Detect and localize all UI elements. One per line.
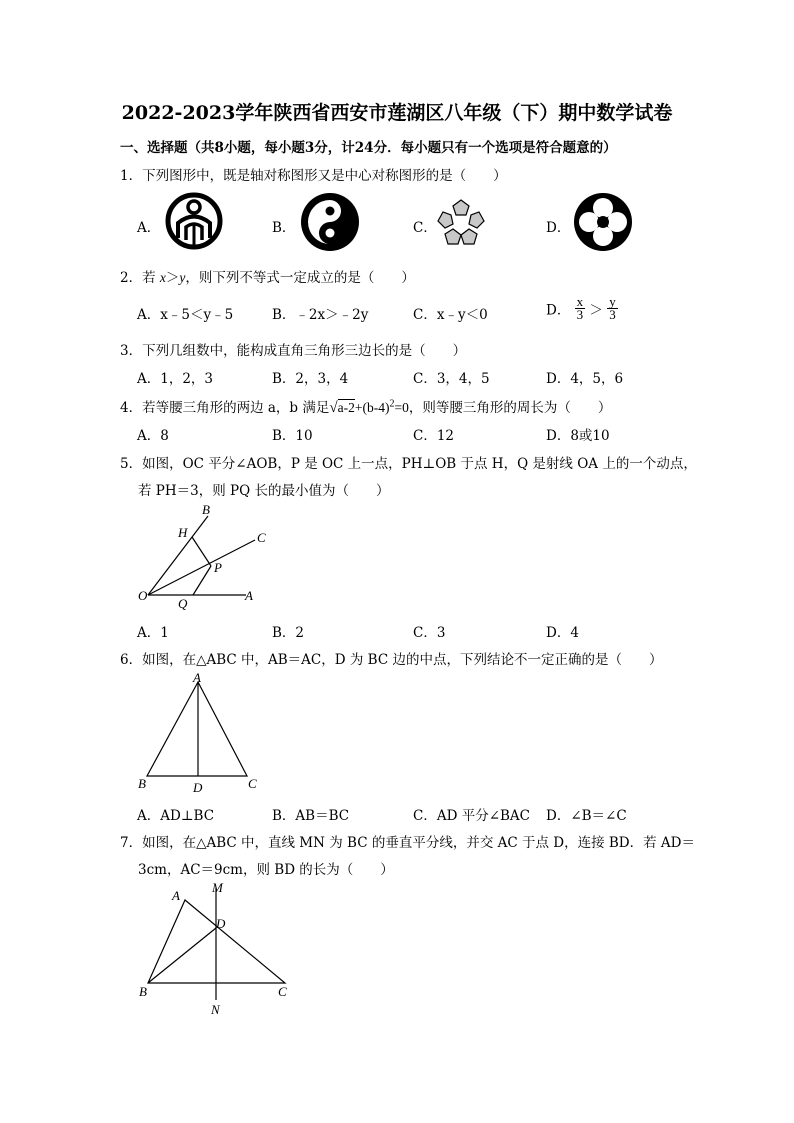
q7-label-d: D — [216, 916, 226, 931]
q4-option-c: C．12 — [413, 428, 455, 444]
q5-option-b: B．2 — [272, 625, 305, 641]
section-heading: 一、选择题（共8小题，每小题3分，计24分．每小题只有一个选项是符合题意的） — [120, 140, 617, 156]
q4-option-d: D．8或10 — [546, 428, 610, 444]
q6-option-d: D．∠B＝∠C — [546, 808, 627, 824]
symbol-c-pentagons-icon — [436, 198, 486, 246]
q3-option-b: B．2，3，4 — [272, 371, 349, 387]
q4-option-b: B．10 — [272, 428, 313, 444]
q7-triangle-figure — [130, 878, 300, 1018]
q5-angle-figure — [130, 500, 270, 612]
q5-label-b: B — [202, 502, 210, 517]
q1-option-c-label: C． — [413, 220, 437, 236]
question-7-stem-line1: 7．如图，在△ABC 中，直线 MN 为 BC 的垂直平分线，并交 AC 于点 D，连接 BD．若 AD＝ — [120, 835, 695, 851]
q6-option-c: C．AD 平分∠BAC — [413, 808, 531, 824]
q6-label-d: D — [193, 780, 203, 795]
question-3-stem: 3．下列几组数中，能构成直角三角形三边长的是（ ） — [120, 343, 467, 359]
q3-option-c: C．3，4，5 — [413, 371, 490, 387]
q5-option-c: C．3 — [413, 625, 446, 641]
q2-option-d: D． $\frac{x}{3}$ ＞ $\frac{y}{3}$ — [546, 294, 616, 322]
q5-label-o: O — [138, 588, 148, 603]
question-7-stem-line2: 3cm，AC＝9cm，则 BD 的长为（ ） — [138, 862, 394, 878]
question-5-stem-line2: 若 PH＝3，则 PQ 长的最小值为（ ） — [138, 483, 390, 499]
question-4-stem: 4．若等腰三角形的两边 a，b 满足$√a-2+(b-4)^2=0$，则等腰三角形的周长为（ ） — [120, 398, 612, 416]
q5-label-h: H — [178, 525, 188, 540]
q7-label-a: A — [172, 888, 180, 903]
q5-label-q: Q — [178, 596, 188, 611]
q5-option-a: A．1 — [137, 625, 169, 641]
question-2-stem: 2．若 x＞y，则下列不等式一定成立的是（ ） — [120, 270, 415, 286]
q6-triangle-figure — [130, 668, 270, 798]
q5-option-d: D．4 — [546, 625, 579, 641]
symbol-d-quatrefoil-icon — [573, 192, 633, 252]
q1-option-b-label: B． — [272, 220, 296, 236]
q4-option-a: A．8 — [137, 428, 169, 444]
q5-label-c: C — [257, 530, 266, 545]
question-5-stem-line1: 5．如图，OC 平分∠AOB，P 是 OC 上一点，PH⊥OB 于点 H，Q 是射线 OA 上的一个动点， — [120, 456, 697, 472]
q6-label-b: B — [138, 776, 146, 791]
q5-label-p: P — [214, 560, 222, 575]
q6-label-c: C — [248, 776, 257, 791]
question-6-stem: 6．如图，在△ABC 中，AB＝AC，D 为 BC 边的中点，下列结论不一定正确的是（ ） — [120, 652, 663, 668]
q1-option-a-label: A． — [137, 220, 161, 236]
q7-label-n: N — [211, 1002, 220, 1017]
q7-label-b: B — [139, 984, 147, 999]
q7-label-m: M — [212, 880, 223, 895]
q3-option-d: D．4，5，6 — [546, 371, 624, 387]
symbol-a-emblem-icon — [163, 190, 225, 252]
q6-label-a: A — [193, 670, 201, 685]
q1-option-d-label: D． — [546, 220, 571, 236]
page-title: 2022-2023学年陕西省西安市莲湖区八年级（下）期中数学试卷 — [121, 102, 673, 124]
q3-option-a: A．1，2，3 — [137, 371, 214, 387]
q2-option-a: A．x﹣5＜y﹣5 — [137, 307, 234, 323]
q6-option-b: B．AB＝BC — [272, 808, 350, 824]
q7-label-c: C — [278, 984, 287, 999]
q2-option-c: C．x﹣y＜0 — [413, 307, 488, 323]
q5-label-a: A — [245, 588, 253, 603]
q2-option-b: B．﹣2x＞﹣2y — [272, 307, 369, 323]
question-1-stem: 1．下列图形中，既是轴对称图形又是中心对称图形的是（ ） — [120, 168, 507, 184]
q6-option-a: A．AD⊥BC — [137, 808, 215, 824]
symbol-b-tomoe-icon — [299, 191, 361, 253]
